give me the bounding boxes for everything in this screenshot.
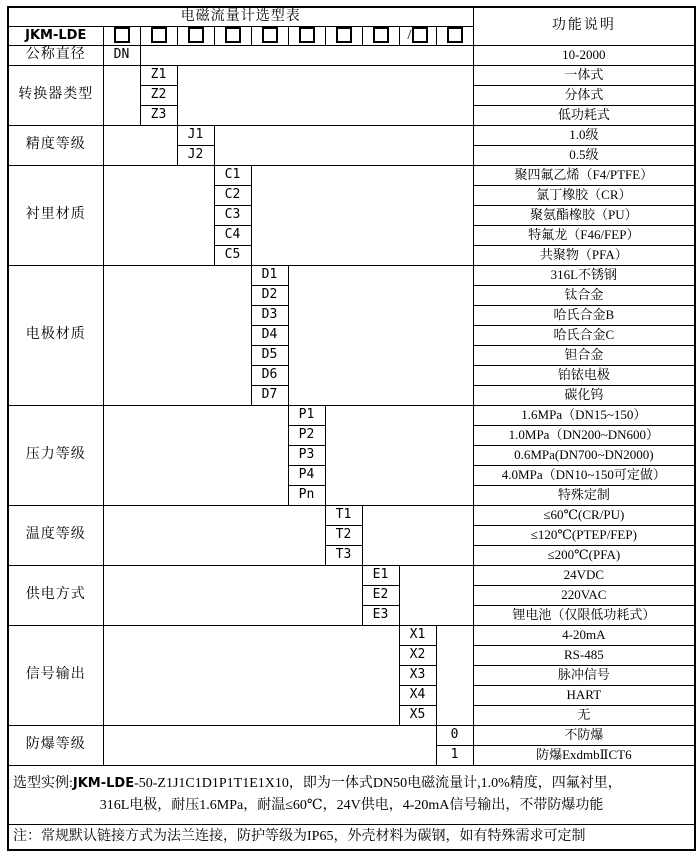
desc-cell: 特氟龙（F46/FEP）	[473, 226, 695, 246]
checkbox-icon	[188, 27, 204, 43]
code-cell: T3	[325, 546, 362, 566]
category-nominal-diameter: 公称直径	[8, 46, 103, 66]
category-accuracy-class: 精度等级	[8, 126, 103, 166]
desc-cell: 聚四氟乙烯（F4/PTFE）	[473, 166, 695, 186]
code-cell: X2	[399, 646, 436, 666]
desc-cell: 脉冲信号	[473, 666, 695, 686]
checkbox-icon	[299, 27, 315, 43]
code-cell: 0	[436, 726, 473, 746]
table-title: 电磁流量计选型表	[8, 7, 473, 27]
selection-example	[8, 766, 695, 825]
code-cell: T1	[325, 506, 362, 526]
desc-cell: 0.5级	[473, 146, 695, 166]
category-pressure-rating: 压力等级	[8, 406, 103, 506]
code-cell: P3	[288, 446, 325, 466]
category-explosion-proof: 防爆等级	[8, 726, 103, 766]
selection-example-line1	[13, 773, 690, 795]
desc-cell: ≤120℃(PTEP/FEP)	[473, 526, 695, 546]
desc-cell: 碳化钨	[473, 386, 695, 406]
desc-cell: 分体式	[473, 86, 695, 106]
model-digit-box	[140, 27, 177, 46]
empty-cell	[103, 166, 214, 266]
checkbox-icon	[412, 27, 428, 43]
desc-cell: 钽合金	[473, 346, 695, 366]
category-liner-material: 衬里材质	[8, 166, 103, 266]
example-model: JKM-LDE	[72, 775, 135, 791]
category-converter-type: 转换器类型	[8, 66, 103, 126]
desc-cell: 220VAC	[473, 586, 695, 606]
model-prefix: JKM-LDE	[8, 27, 103, 46]
checkbox-icon	[151, 27, 167, 43]
empty-cell	[436, 626, 473, 726]
code-cell: X4	[399, 686, 436, 706]
checkbox-icon	[114, 27, 130, 43]
code-cell: Z3	[140, 106, 177, 126]
empty-cell	[288, 266, 473, 406]
function-description-header: 功能说明	[473, 7, 695, 46]
desc-cell: 316L不锈钢	[473, 266, 695, 286]
desc-cell: 4-20mA	[473, 626, 695, 646]
category-electrode-material: 电极材质	[8, 266, 103, 406]
desc-cell: 24VDC	[473, 566, 695, 586]
desc-cell: 一体式	[473, 66, 695, 86]
code-cell: P4	[288, 466, 325, 486]
code-cell: P1	[288, 406, 325, 426]
code-cell: C3	[214, 206, 251, 226]
checkbox-icon	[373, 27, 389, 43]
empty-cell	[362, 506, 473, 566]
desc-cell: 防爆ExdmbⅡCT6	[473, 746, 695, 766]
code-cell: C1	[214, 166, 251, 186]
empty-cell	[103, 566, 362, 626]
empty-cell	[251, 166, 473, 266]
empty-cell	[103, 266, 251, 406]
selection-example-line2: 316L电极，耐压1.6MPa，耐温≤60℃，24V供电，4-20mA信号输出，不带防爆功能	[99, 798, 604, 813]
desc-cell: HART	[473, 686, 695, 706]
footnote: 注：常规默认链接方式为法兰连接，防护等级为IP65，外壳材料为碳钢，如有特殊需求可定制	[8, 825, 695, 851]
code-cell: X1	[399, 626, 436, 646]
model-digit-box	[325, 27, 362, 46]
model-digit-box	[214, 27, 251, 46]
code-cell: D3	[251, 306, 288, 326]
code-cell: D1	[251, 266, 288, 286]
code-cell: J1	[177, 126, 214, 146]
code-cell: X5	[399, 706, 436, 726]
empty-cell	[177, 66, 473, 126]
checkbox-icon	[225, 27, 241, 43]
desc-cell: 氯丁橡胶（CR）	[473, 186, 695, 206]
desc-cell: ≤60℃(CR/PU)	[473, 506, 695, 526]
code-cell: D2	[251, 286, 288, 306]
code-cell: D7	[251, 386, 288, 406]
code-cell: D6	[251, 366, 288, 386]
empty-cell	[214, 126, 473, 166]
desc-cell: 1.6MPa（DN15~150）	[473, 406, 695, 426]
empty-cell	[103, 626, 399, 726]
desc-cell: 特殊定制	[473, 486, 695, 506]
desc-cell: 低功耗式	[473, 106, 695, 126]
desc-cell: RS-485	[473, 646, 695, 666]
category-signal-output: 信号输出	[8, 626, 103, 726]
desc-cell: ≤200℃(PFA)	[473, 546, 695, 566]
desc-cell: 4.0MPa（DN10~150可定做）	[473, 466, 695, 486]
code-cell: E1	[362, 566, 399, 586]
model-digit-box	[288, 27, 325, 46]
code-cell: E2	[362, 586, 399, 606]
model-digit-box	[177, 27, 214, 46]
code-cell: Pn	[288, 486, 325, 506]
empty-cell	[103, 726, 436, 766]
desc-cell: 1.0级	[473, 126, 695, 146]
category-temperature-rating: 温度等级	[8, 506, 103, 566]
desc-cell: 钛合金	[473, 286, 695, 306]
empty-cell	[325, 406, 473, 506]
slash-separator: /	[407, 27, 412, 44]
empty-cell	[103, 406, 288, 506]
code-cell: X3	[399, 666, 436, 686]
model-digit-box	[436, 27, 473, 46]
code-cell: C4	[214, 226, 251, 246]
empty-cell	[103, 506, 325, 566]
desc-cell: 无	[473, 706, 695, 726]
checkbox-icon	[336, 27, 352, 43]
code-cell: 1	[436, 746, 473, 766]
empty-cell	[140, 46, 473, 66]
desc-cell: 聚氨酯橡胶（PU）	[473, 206, 695, 226]
empty-cell	[103, 126, 177, 166]
code-cell: DN	[103, 46, 140, 66]
category-power-supply: 供电方式	[8, 566, 103, 626]
code-cell: C5	[214, 246, 251, 266]
desc-cell: 哈氏合金C	[473, 326, 695, 346]
empty-cell	[103, 66, 140, 126]
code-cell: Z2	[140, 86, 177, 106]
example-rest: -50-Z1J1C1D1P1T1E1X10，即为一体式DN50电磁流量计,1.0%精度，四氟衬里，	[134, 775, 622, 791]
code-cell: C2	[214, 186, 251, 206]
checkbox-icon	[447, 27, 463, 43]
desc-cell: 共聚物（PFA）	[473, 246, 695, 266]
code-cell: Z1	[140, 66, 177, 86]
selection-table	[7, 6, 696, 851]
desc-cell: 0.6MPa(DN700~DN2000)	[473, 446, 695, 466]
code-cell: T2	[325, 526, 362, 546]
code-cell: E3	[362, 606, 399, 626]
model-digit-box	[399, 27, 436, 46]
code-cell: D5	[251, 346, 288, 366]
example-label: 选型实例:	[13, 775, 73, 791]
code-cell: P2	[288, 426, 325, 446]
empty-cell	[399, 566, 473, 626]
desc-cell: 铂铱电极	[473, 366, 695, 386]
desc-cell: 锂电池（仅限低功耗式）	[473, 606, 695, 626]
desc-cell: 1.0MPa（DN200~DN600）	[473, 426, 695, 446]
desc-cell: 哈氏合金B	[473, 306, 695, 326]
model-digit-box	[103, 27, 140, 46]
code-cell: D4	[251, 326, 288, 346]
checkbox-icon	[262, 27, 278, 43]
model-digit-box	[362, 27, 399, 46]
model-digit-box	[251, 27, 288, 46]
code-cell: J2	[177, 146, 214, 166]
desc-cell: 10-2000	[473, 46, 695, 66]
desc-cell: 不防爆	[473, 726, 695, 746]
